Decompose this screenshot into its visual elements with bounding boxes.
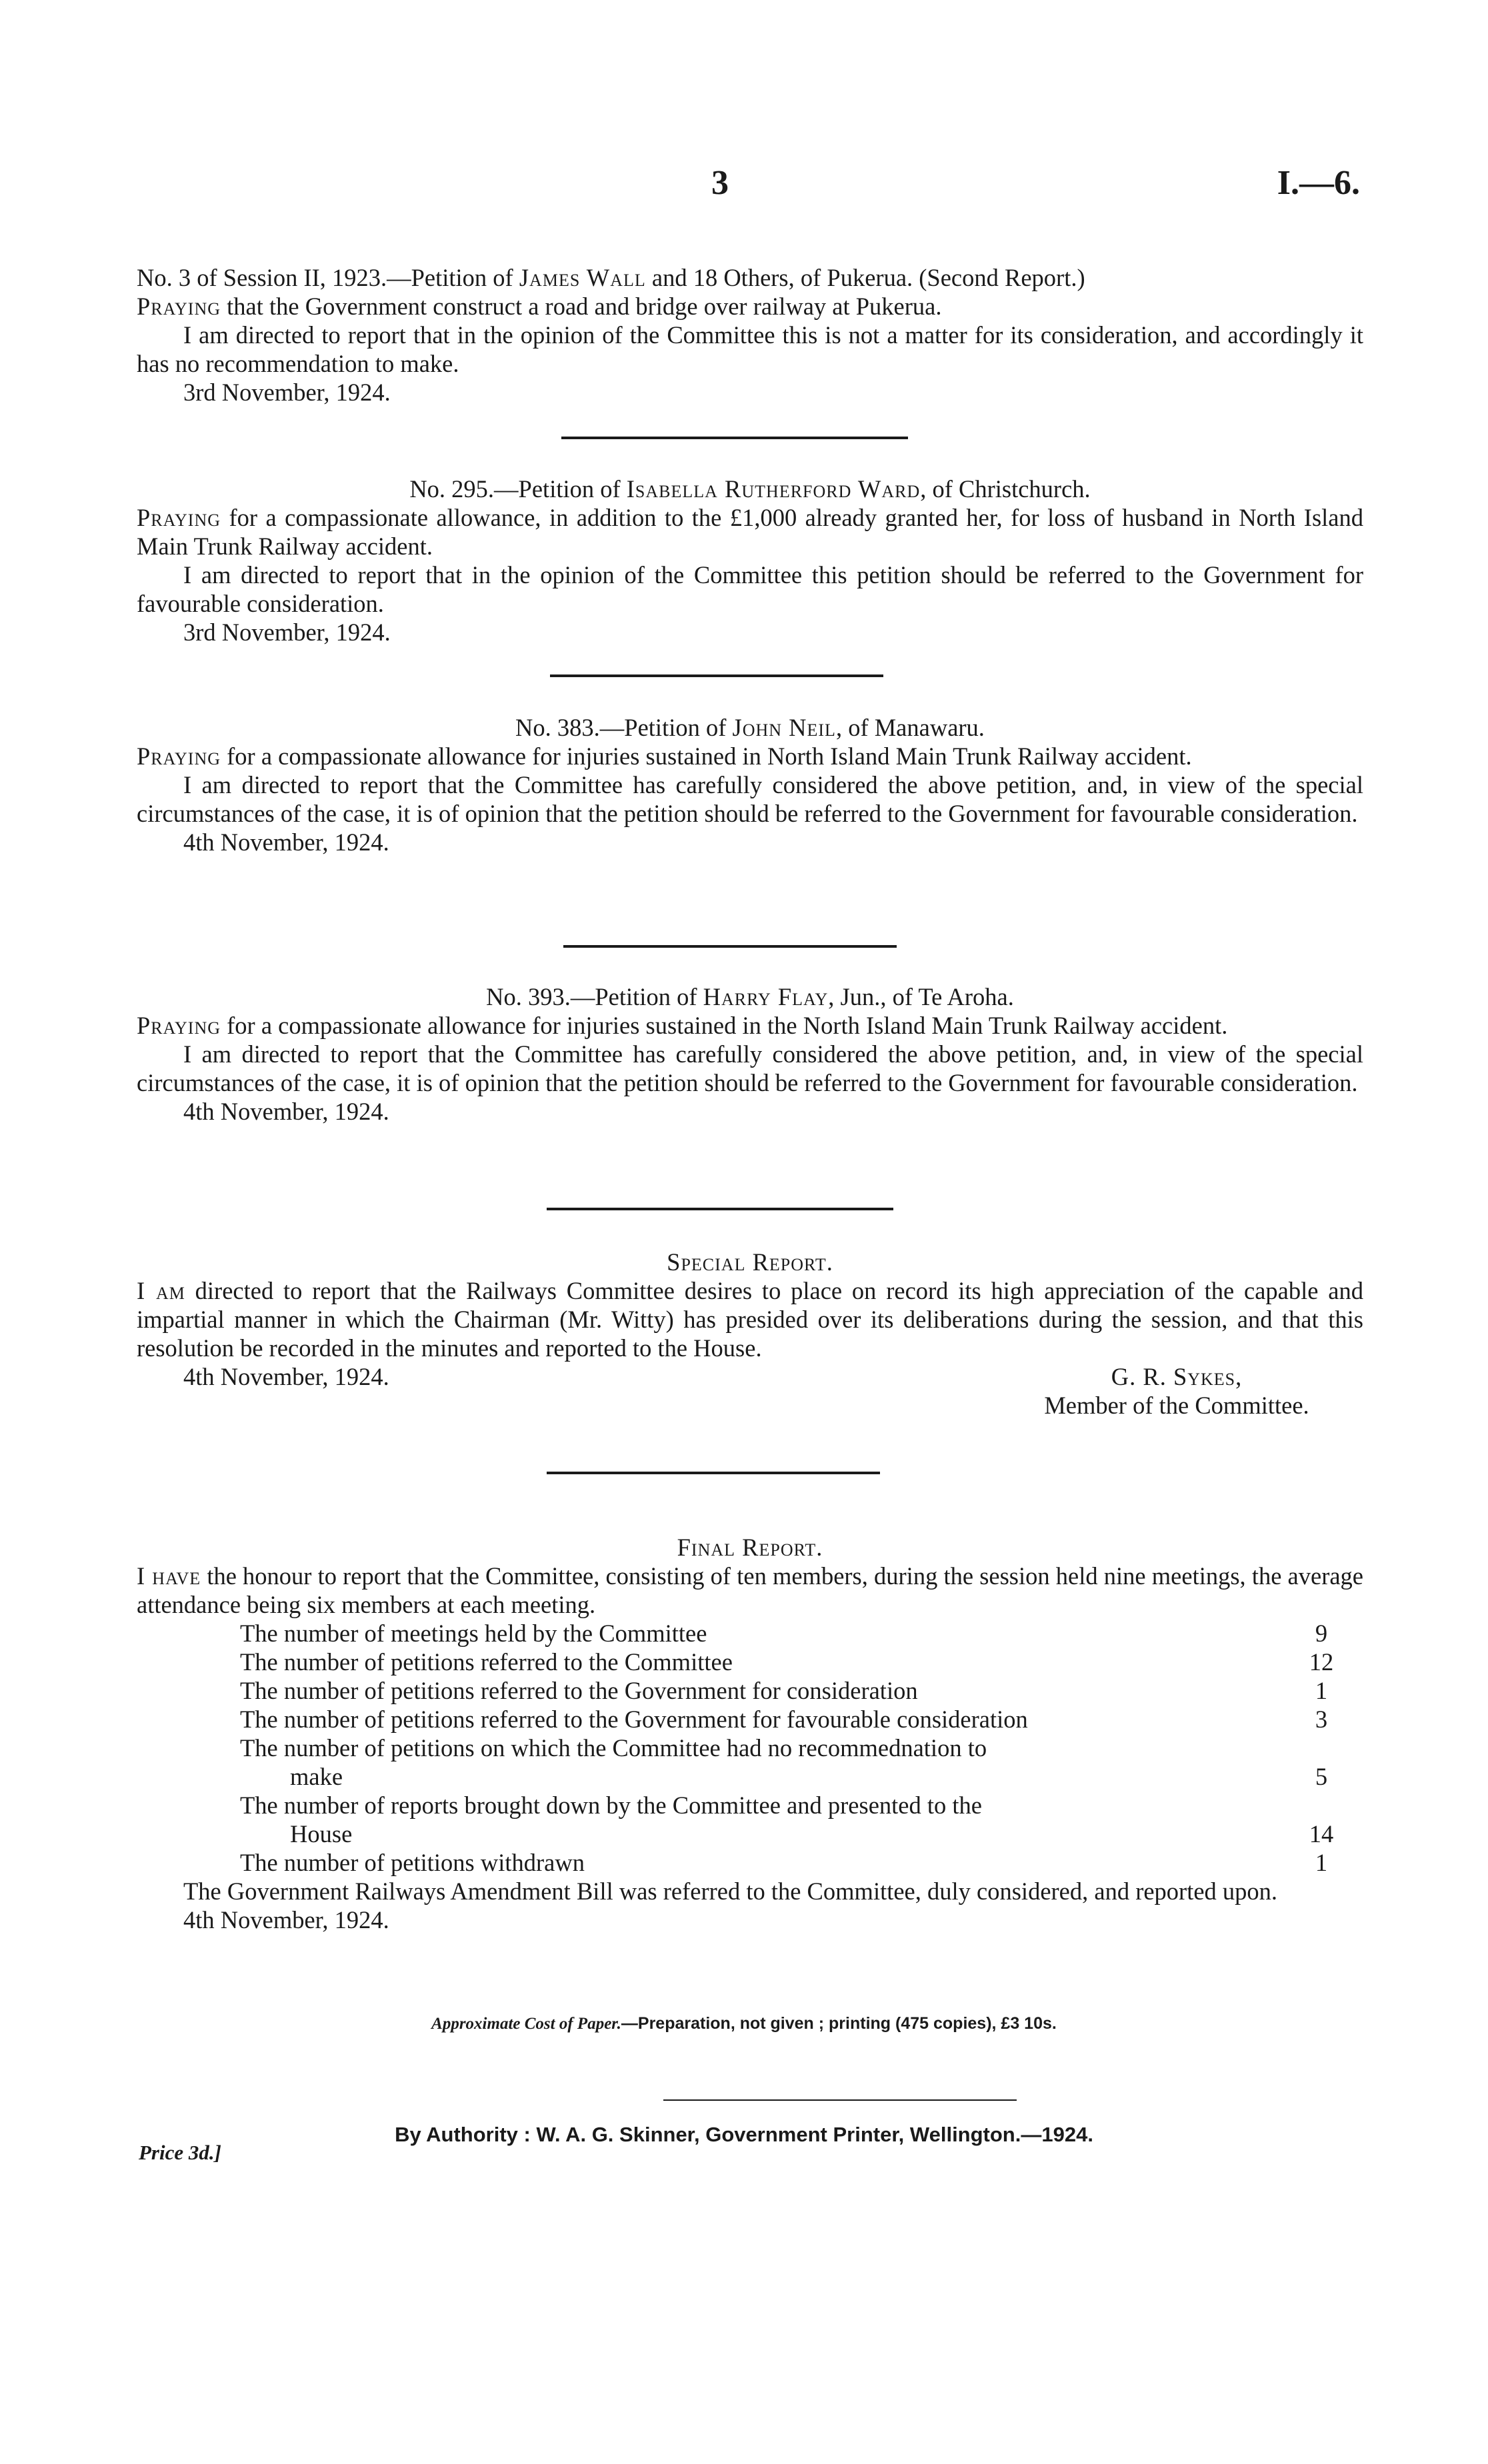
statistic-label: The number of petitions withdrawn bbox=[240, 1849, 585, 1876]
petition-date: 4th November, 1924. bbox=[183, 1098, 389, 1125]
petition-praying: Praying for a compassionate allowance for injuries sustained in the North Island Main Trunk Railway accident. bbox=[137, 1012, 1228, 1039]
statistic-value: 3 bbox=[1315, 1706, 1328, 1733]
statistic-label: The number of petitions referred to the Government for consideration bbox=[240, 1677, 918, 1704]
statistic-label: The number of meetings held by the Committee bbox=[240, 1620, 707, 1647]
page-number: 3 bbox=[711, 164, 729, 202]
statistic-value: 12 bbox=[1309, 1648, 1334, 1676]
section-divider bbox=[563, 945, 897, 948]
section-divider bbox=[550, 674, 883, 677]
special-report bbox=[137, 1248, 1363, 1419]
petition-praying: Praying for a compassionate allowance for injuries sustained in North Island Main Trunk Railway accident. bbox=[137, 742, 1192, 770]
petition-section bbox=[137, 982, 1363, 1126]
special-report-date: 4th November, 1924. bbox=[183, 1363, 389, 1390]
cost-of-paper bbox=[0, 2014, 1488, 2033]
final-report bbox=[137, 1533, 1363, 1934]
price: Price 3d.] bbox=[139, 2141, 221, 2164]
statistic-value: 5 bbox=[1315, 1763, 1328, 1790]
petition-date: 3rd November, 1924. bbox=[183, 618, 391, 646]
statistic-label-continued: House bbox=[290, 1820, 353, 1848]
petition-heading: No. 383.—Petition of John Neil, of Manawaru. bbox=[515, 714, 985, 741]
final-report-title: Final Report. bbox=[677, 1534, 823, 1561]
statistic-label: The number of reports brought down by the Committee and presented to the bbox=[240, 1792, 982, 1819]
special-report-text: I am directed to report that the Railways Committee desires to place on record its high appreciation of the capable and impartial manner in which the Chairman (Mr. Witty) has presided over its deliberations during the session, and that this resolution be recorded in the minutes and reported to the House. bbox=[137, 1277, 1363, 1362]
petition-report: I am directed to report that in the opinion of the Committee this petition should be referred to the Government for favourable consideration. bbox=[137, 561, 1363, 617]
statistic-row bbox=[137, 1619, 1363, 1648]
statistic-value: 14 bbox=[1309, 1820, 1334, 1848]
petition-report: I am directed to report that in the opinion of the Committee this is not a matter for its consideration, and accordingly it has no recommendation to make. bbox=[137, 321, 1363, 377]
statistic-row bbox=[137, 1791, 1363, 1848]
statistics-list bbox=[137, 1619, 1363, 1877]
petition-report: I am directed to report that the Committee has carefully considered the above petition, and, in view of the special circumstances of the case, it is of opinion that the petition should be referred to the Government for favourable consideration. bbox=[137, 1040, 1363, 1096]
statistic-value: 9 bbox=[1315, 1620, 1328, 1647]
printer-authority: By Authority : W. A. G. Skinner, Government Printer, Wellington.—1924. bbox=[395, 2123, 1093, 2146]
signatory-name: G. R. Sykes, bbox=[1111, 1363, 1243, 1390]
petition-praying: Praying for a compassionate allowance, in addition to the £1,000 already granted her, for loss of husband in North Island Main Trunk Railway accident. bbox=[137, 504, 1363, 560]
petition-praying: Praying that the Government construct a road and bridge over railway at Pukerua. bbox=[137, 293, 942, 320]
petition-heading: No. 393.—Petition of Harry Flay, Jun., of Te Aroha. bbox=[486, 983, 1014, 1010]
petition-heading: No. 295.—Petition of Isabella Rutherford Ward, of Christchurch. bbox=[409, 475, 1091, 503]
section-divider bbox=[547, 1472, 880, 1474]
statistic-row bbox=[137, 1705, 1363, 1734]
final-report-closing: The Government Railways Amendment Bill was referred to the Committee, duly considered, and reported upon. bbox=[183, 1877, 1278, 1905]
section-divider bbox=[561, 437, 908, 439]
statistic-label-continued: make bbox=[290, 1763, 343, 1790]
cost-label: Approximate Cost of Paper. bbox=[431, 2015, 621, 2033]
statistic-value: 1 bbox=[1315, 1849, 1328, 1876]
petition-date: 3rd November, 1924. bbox=[183, 379, 391, 406]
petition-section bbox=[137, 713, 1363, 856]
cost-text: —Preparation, not given ; printing (475 copies), £3 10s. bbox=[621, 2014, 1057, 2033]
final-report-intro: I have the honour to report that the Committee, consisting of ten members, during the session held nine meetings, the average attendance being six members at each meeting. bbox=[137, 1562, 1364, 1618]
statistic-row bbox=[137, 1734, 1363, 1791]
signatory-role: Member of the Committee. bbox=[1044, 1392, 1309, 1419]
document-reference: I.—6. bbox=[1277, 164, 1360, 202]
petition-report: I am directed to report that the Committee has carefully considered the above petition, and, in view of the special circumstances of the case, it is of opinion that the petition should be referred to the Government for favourable consideration. bbox=[137, 771, 1363, 827]
statistic-label: The number of petitions referred to the Committee bbox=[240, 1648, 733, 1676]
statistic-row bbox=[137, 1676, 1363, 1705]
special-report-title: Special Report. bbox=[667, 1248, 833, 1276]
statistic-label: The number of petitions on which the Committee had no recommednation to bbox=[240, 1734, 987, 1762]
petition-heading: No. 3 of Session II, 1923.—Petition of James Wall and 18 Others, of Pukerua. (Second Report.) bbox=[137, 264, 1085, 291]
statistic-value: 1 bbox=[1315, 1677, 1328, 1704]
statistic-row bbox=[137, 1848, 1363, 1877]
signature-block bbox=[990, 1362, 1363, 1420]
petition-section bbox=[137, 475, 1363, 646]
petition-date: 4th November, 1924. bbox=[183, 828, 389, 856]
final-report-date: 4th November, 1924. bbox=[183, 1906, 389, 1933]
statistic-label: The number of petitions referred to the Government for favourable consideration bbox=[240, 1706, 1028, 1733]
footer-divider bbox=[663, 2099, 1017, 2101]
petition-section bbox=[137, 263, 1363, 407]
statistic-row bbox=[137, 1648, 1363, 1676]
section-divider bbox=[547, 1208, 893, 1210]
